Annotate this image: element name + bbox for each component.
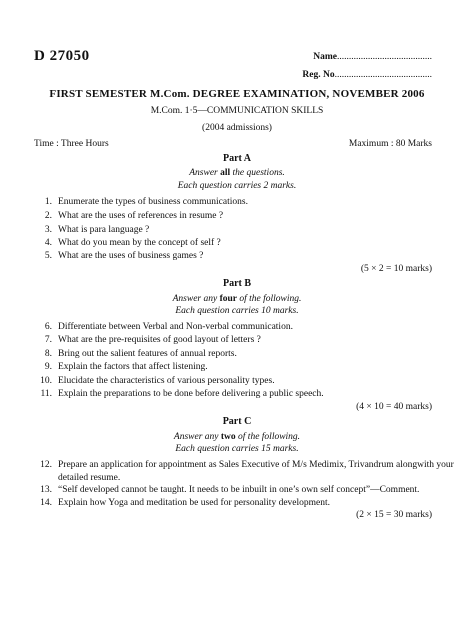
name-blank: ........................................ bbox=[337, 52, 432, 62]
paper-code: D 27050 bbox=[34, 48, 90, 64]
time-allowed: Time : Three Hours bbox=[34, 139, 109, 149]
regno-field bbox=[302, 70, 432, 80]
regno-label: Reg. No bbox=[302, 70, 335, 80]
part-b-marks-total: (4 × 10 = 40 marks) bbox=[356, 402, 432, 412]
part-c-instruction: Answer any two of the following. bbox=[173, 432, 301, 442]
part-b-marks-note: Each question carries 10 marks. bbox=[175, 306, 299, 316]
name-label: Name bbox=[313, 52, 337, 62]
part-b-title: Part B bbox=[222, 278, 252, 289]
part-a-instruction: Answer all the questions. bbox=[189, 168, 285, 178]
part-c-title: Part C bbox=[222, 416, 252, 427]
exam-paper: D 27050 Name........................................ Reg. No......................................... FIRST SEMESTER M.Com. DEGREE EXAMINATION, NOVEMBER 2006 M.Com. 1·5—COMMUNICATION SKILLS (2004 admissions) Time : Three Hours Maximum : 80 Marks Part A Answer all the questions. Each question carries 2 marks. 1. Enumerate the types of business communications. 2. What are the uses of references in resume ? 3. What is para language ? 4. What do you mean by the concept of self ? 5. What are the uses of business games ? (5 × 2 = 10 marks) Part B Answer any four of the following. Each question carries 10 marks. 6. Differentiate between Verbal and Non-verbal communication. 7. What are the pre-requisites of good layout of letters ? 8. Bring out the salient features of annual reports. 9. Explain the factors that affect listening. 10. Elucidate the characteristics of various personality types. 11. Explain the preparations to be done before delivering a public speech. (4 × 10 = 40 marks) Part C Answer any two of the following. Each question carries 15 marks. 12. Prepare an application for appointment as Sales Executive of M/s Medimix, Trivandrum alongwith your detailed resume. 13. “Self developed cannot be taught. It needs to be inbuilt in one’s own self concept”—Comment. 14. Explain how Yoga and meditation be used for personality development. (2 × 15 = 30 marks) bbox=[0, 0, 474, 626]
name-field bbox=[313, 52, 432, 62]
part-b-instruction: Answer any four of the following. bbox=[172, 294, 302, 304]
part-c-marks-total: (2 × 15 = 30 marks) bbox=[356, 510, 432, 520]
subject-line: M.Com. 1·5—COMMUNICATION SKILLS bbox=[150, 106, 324, 116]
part-a-marks-note: Each question carries 2 marks. bbox=[177, 181, 297, 191]
maximum-marks: Maximum : 80 Marks bbox=[348, 139, 432, 149]
exam-title: FIRST SEMESTER M.Com. DEGREE EXAMINATION, NOVEMBER 2006 bbox=[49, 88, 425, 100]
part-a-marks-total: (5 × 2 = 10 marks) bbox=[360, 264, 432, 274]
part-c-marks-note: Each question carries 15 marks. bbox=[175, 444, 299, 454]
part-a-title: Part A bbox=[222, 153, 252, 164]
regno-blank: ......................................... bbox=[334, 70, 432, 80]
admissions-line: (2004 admissions) bbox=[202, 123, 272, 133]
